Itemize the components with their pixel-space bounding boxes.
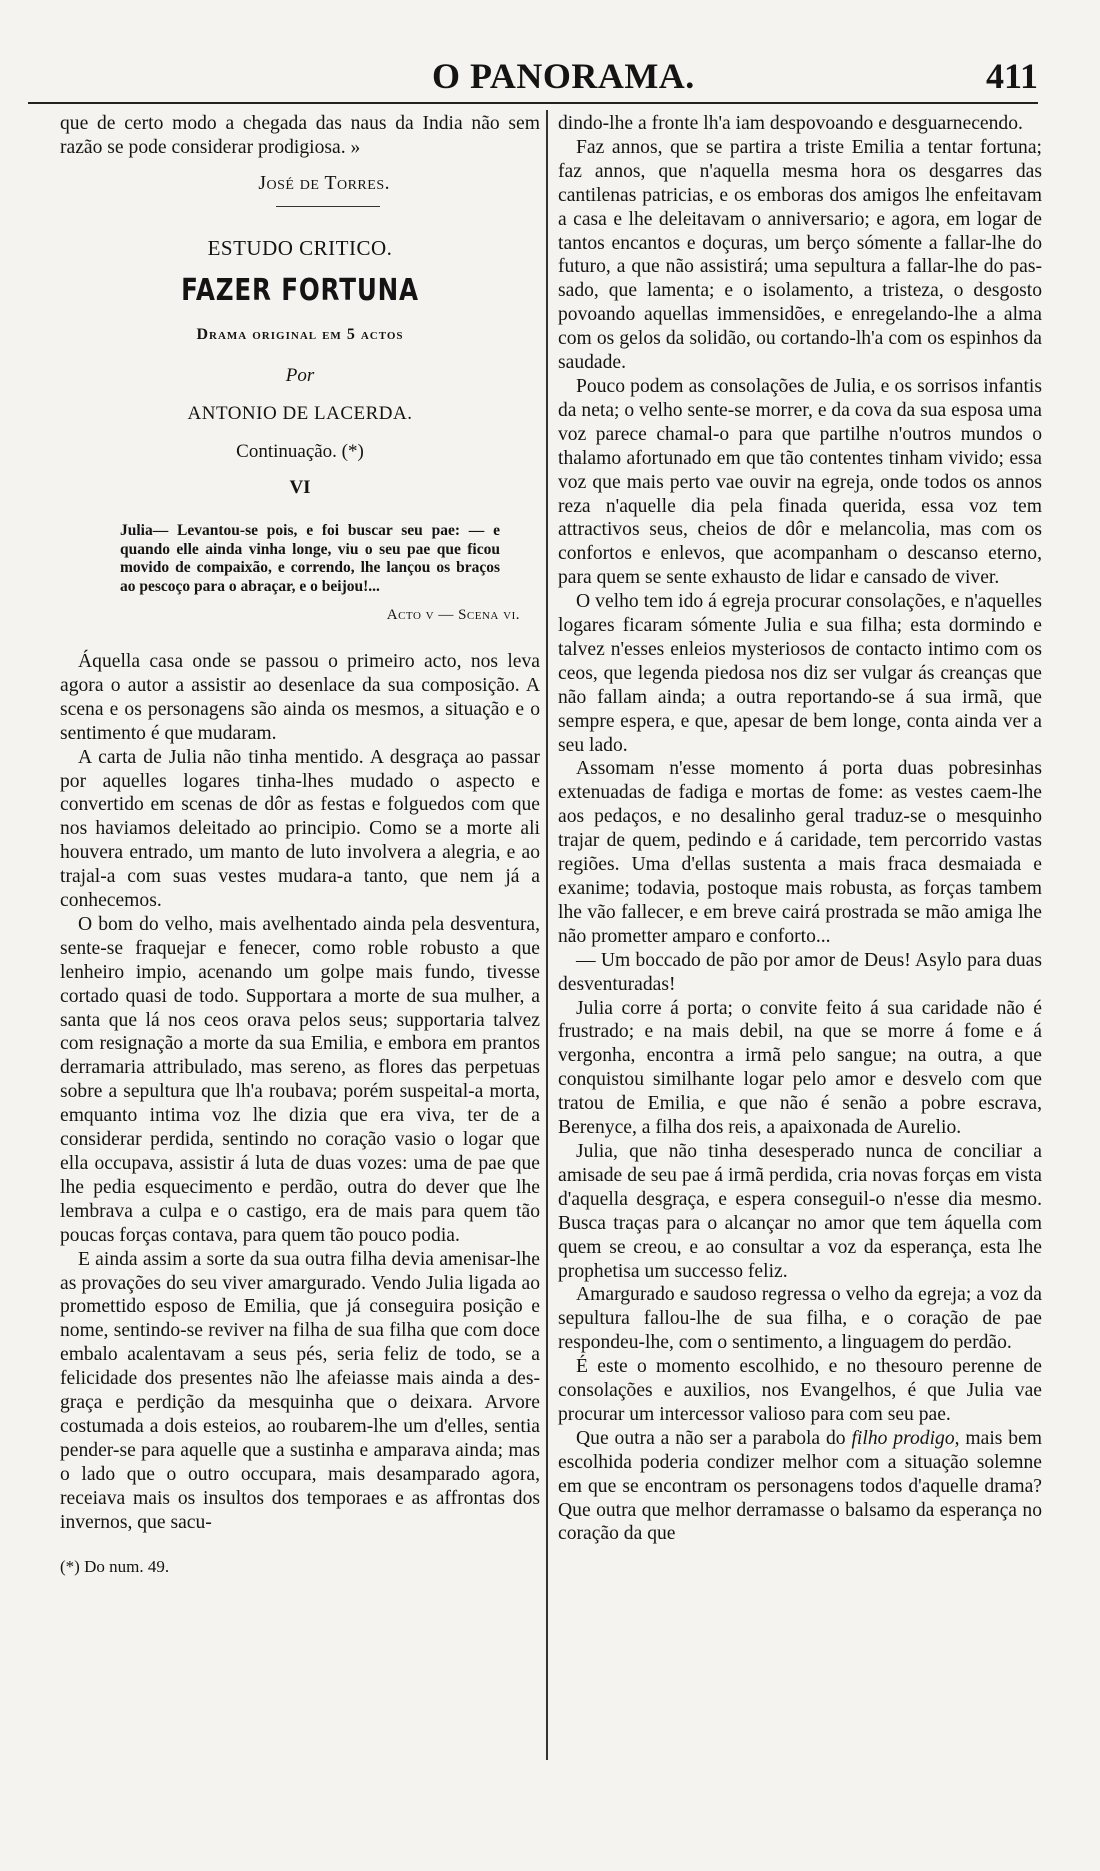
body-paragraph: — Um boccado de pão por amor de Deus! Asylo para duas desventuradas! (558, 949, 1042, 995)
italic-phrase: filho prodigo (851, 1427, 955, 1449)
body-paragraph: O velho tem ido á egreja procurar consolações, e n'aquelles logares ficaram sómente Julia e sua filha; esta dormindo e talvez n'esses enleios mysteriosos de contacto intimo com os ceos, que legenda piedosa nos diz ser vulgar ás creanças que não fallam ainda; a outra reportando-se á sua irmã, que sempre espera, e que, apesar de bem longe, conta ainda ver a seu lado. (558, 591, 1042, 756)
play-title: FAZER FORTUNA (181, 272, 419, 308)
header-rule (28, 102, 1038, 104)
signature: José de Torres. (258, 172, 390, 194)
part-number: VI (289, 477, 311, 499)
body-paragraph: Amargurado e saudoso regressa o velho da egreja; a voz da sepultura fallou-lhe de sua filha, e o coração de pae respondeu-lhe, com o sentimento, a linguagem do perdão. (558, 1284, 1042, 1354)
journal-title: O PANORAMA. (432, 56, 695, 96)
body-paragraph: Áquella casa onde se passou o primeiro acto, nos leva agora o autor a assistir ao desenlace da sua composição. A scena e os personagens são ainda os mesmos, a situação e o sentimento é que mudaram. (60, 650, 540, 744)
section-rule (276, 206, 380, 207)
text-run: Que outra a não ser a parabola do (576, 1427, 852, 1449)
column-divider (546, 110, 548, 1760)
body-paragraph: Faz annos, que se partira a triste Emilia a tentar fortuna; faz annos, que n'aquella mesma hora os desgarres das cantilenas patricias, e os emboras dos amigos lhe enfeitavam a casa e lhe deleitavam o anniversario; e agora, em logar de tantos encantos e doçuras, um berço sómente a fallar-lhe do futuro, a que não assistirá; uma sepultura a fallar-lhe do passado, que lamenta; e o isolamento, a tristeza, o desgosto povoando aquellas immensidões, e enregelando-lhe a alma com os gelos da solidão, ou cortando-lh'a com os espinhos da saudade. (558, 136, 1042, 374)
footnote: (*) Do num. 49. (60, 1556, 170, 1576)
body-paragraph: Pouco podem as consolações de Julia, e os sorrisos infantis da neta; o velho sente-se morrer, e da cova da sua esposa uma voz parece chamal-o para que partilhe n'outros mundos o thalamo afortunado em que tão contentes tinham vivido; essa voz que mais perto vae ouvir na egreja, onde todos os annos reza n'aquelle dia pela finada querida, essa voz tem attractivos seus, cheios de dôr e melancolia, mas com os confortos e enlevos, que acompanham o descanso eterno, para quem se sente exhausto de lidar e cansado de viver. (558, 375, 1042, 589)
body-paragraph: E ainda assim a sorte da sua outra filha devia amenisar-lhe as provações do seu viver amargurado. Vendo Julia ligada ao promettido esposo de Emilia, que já conseguira posição e nome, sentindo-se reviver na filha de sua filha que com doce embalo acalentavam a seus pés, seria feliz de todo, se a felicidade dos presentes não lhe afeiasse mais ainda a desgraça e perdição da mesquinha que o deixara. Arvore costumada a dois esteios, ao roubarem-lhe um d'elles, sentia pender-se para aquelle que a sustinha e amparava ainda; mas o lado que o outro occupara, mais desamparado agora, receiava mais os insultos dos temporaes e as affrontas dos invernos, que sacu- (60, 1248, 540, 1533)
body-paragraph: Julia corre á porta; o convite feito á sua caridade não é frustrado; e na mais debil, na que se morre á fome e á vergonha, encontra a irmã pelo sangue; na outra, a que conquistou similhante logar pelo amor e desvelo com que tratou de Emilia, e que não é senão a pobre escrava, Berenyce, a filha dos reis, a apaixonada de Aurelio. (558, 997, 1042, 1139)
epigraph-source: Acto v — Scena vi. (386, 607, 520, 624)
body-paragraph: dindo-lhe a fronte lh'a iam despovoando e desguarnecendo. (558, 113, 1023, 134)
body-paragraph: O bom do velho, mais avelhentado ainda pela desventura, sente-se fraquejar e fenecer, como roble robusto a que lenheiro impio, acenando um golpe mais fundo, tivesse cortado quasi de todo. Supportara a morte de sua mulher, a santa que lá nos ceos orava pelos seus; supportaria talvez com resignação a morte da sua Emilia, e embora em prantos derramaria attribulado, mas sereno, as flores das perpetuas sobre a sepultura que lh'a roubava; porém suspeital-a morta, emquanto intima voz lhe dizia que era viva, ter de a considerar perdida, sentindo no coração vasio o logar que ella occupava, assistir á luta de duas vozes: uma de pae que lhe pedia esquecimento e perdão, outra do dever que lhe lembrava a culpa e o castigo, era de mais para quem tão poucas forças contava, para quem tão pouco podia. (60, 913, 540, 1246)
body-paragraph: É este o momento escolhido, e no thesouro perenne de consolações e auxilios, nos Evangelhos, é que Julia vae procurar um intercessor valioso para com seu pae. (558, 1356, 1042, 1425)
right-column (558, 112, 1042, 1546)
body-paragraph: Assomam n'esse momento á porta duas pobresinhas extenuadas de fadiga e mortas de fome: as vestes caem-lhe aos pedaços, e no desalinho geral traduz-se o mesquinho trajar de quem, pedindo e á caridade, tem percorrido vastas regiões. Uma d'ellas sustenta a mais fraca desmaiada e exanime; todavia, postoque mais robusta, as forças tambem lhe vão fallecer, e em breve cairá prostrada se mão amiga lhe não prometter amparo e conforto... (558, 758, 1042, 947)
page-header (0, 55, 1100, 101)
page-number: 411 (985, 56, 1038, 96)
author-name: ANTONIO DE LACERDA. (187, 403, 413, 425)
body-paragraph (558, 1427, 1042, 1547)
continuation-note: Continuação. (*) (236, 441, 364, 463)
epigraph-quote: Julia— Levantou-se pois, e foi buscar seu pae: — e quando elle ainda vinha longe, viu o seu pae que ficou movido de compaixão, e correndo, lhe lançou os braços ao pescoço para o abraçar, e o beijou!... (120, 522, 500, 595)
section-heading: ESTUDO CRITICO. (207, 235, 393, 260)
byline-por: Por (285, 365, 315, 387)
body-paragraph: A carta de Julia não tinha mentido. A desgraça ao passar por aquelles logares tinha-lhes mudado o aspecto e convertido em scenas de dôr as festas e folguedos com que nos haviamos deleitado ao principio. Como se a morte ali houvera entrado, um manto de luto involvera a alegria, e ao trajal-a com suas vestes mudara-a tanto, que nem já a conhecemos. (60, 746, 540, 912)
body-paragraph: Julia, que não tinha desesperado nunca de conciliar a amisade de seu pae á irmã perdida, cria novas forças em vista d'aquella desgraça, e espera conseguil-o n'esse dia mesmo. Busca traças para o alcançar no amor que tem áquella com quem se creou, e ao consultar a voz da esperança, esta lhe prophetisa um successo feliz. (558, 1140, 1042, 1282)
text-run: , mais bem escolhida poderia condizer melhor com a situação solemne em que se encontram os personagens todos d'aquelle drama? Que outra que melhor derramasse o balsamo da esperança no coração da que (558, 1427, 1043, 1545)
left-column (60, 112, 540, 1578)
intro-paragraph: que de certo modo a chegada das naus da India não sem razão se pode considerar prodigiosa. » (60, 113, 540, 158)
play-subtitle: Drama original em 5 actos (196, 325, 404, 343)
